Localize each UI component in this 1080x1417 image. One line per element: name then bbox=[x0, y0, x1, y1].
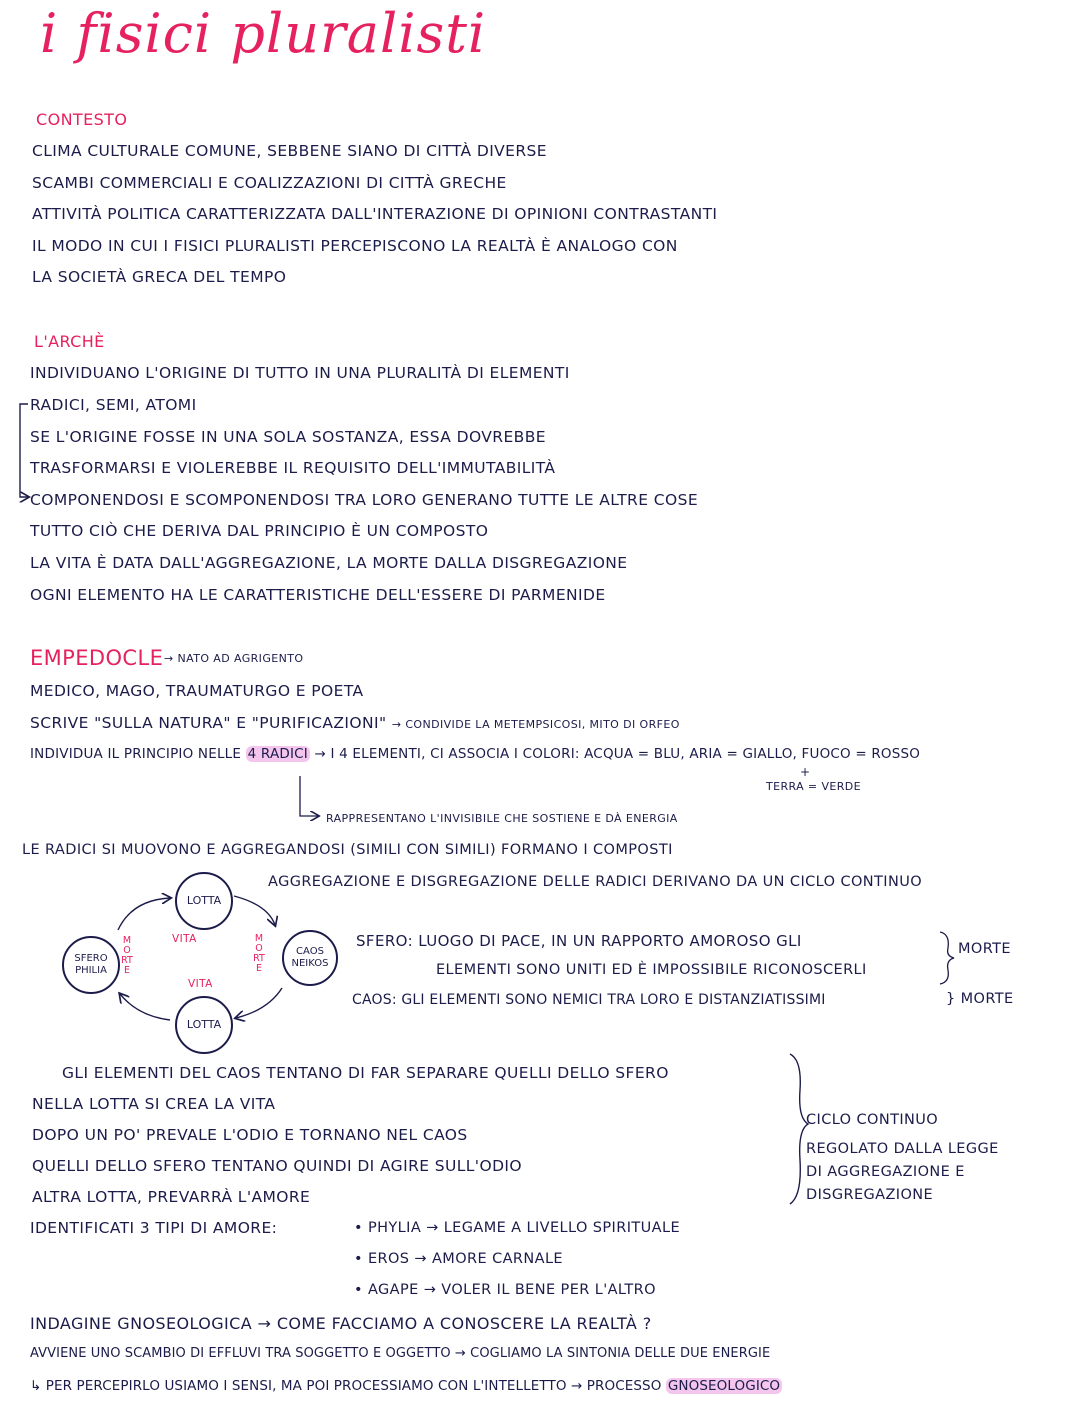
amore-type: • PHYLIA → LEGAME A LIVELLO SPIRITUALE bbox=[354, 1220, 681, 1236]
amore-intro: IDENTIFICATI 3 TIPI DI AMORE: bbox=[30, 1219, 278, 1237]
lotta-line: QUELLI DELLO SFERO TENTANO QUINDI DI AGIRE SULL'ODIO bbox=[32, 1157, 522, 1175]
ciclo-side: REGOLATO DALLA LEGGE bbox=[806, 1141, 999, 1157]
gnoseo-line: INDAGINE GNOSEOLOGICA → COME FACCIAMO A CONOSCERE LA REALTÀ ? bbox=[30, 1314, 652, 1333]
arche-line: TUTTO CIÒ CHE DERIVA DAL PRINCIPIO È UN COMPOSTO bbox=[30, 522, 489, 540]
empedocle-principle: INDIVIDUA IL PRINCIPIO NELLE 4 RADICI → I 4 ELEMENTI, CI ASSOCIA I COLORI: ACQUA = BLU, ARIA = GIALLO, FUOCO = ROSSO bbox=[30, 746, 921, 762]
contesto-line: ATTIVITÀ POLITICA CARATTERIZZATA DALL'INTERAZIONE DI OPINIONI CONTRASTANTI bbox=[32, 205, 718, 223]
contesto-line: LA SOCIETÀ GRECA DEL TEMPO bbox=[32, 268, 287, 286]
ciclo-bracket bbox=[790, 1054, 808, 1204]
earth-color: TERRA = VERDE bbox=[766, 780, 861, 793]
vita-top-label: VITA bbox=[172, 933, 197, 945]
diagram-arrow bbox=[236, 988, 282, 1018]
diagram-arrow bbox=[118, 898, 170, 930]
sfero-line: ELEMENTI SONO UNITI ED È IMPOSSIBILE RICONOSCERLI bbox=[436, 962, 867, 978]
diagram-arrow bbox=[120, 994, 170, 1020]
roots-move-line: LE RADICI SI MUOVONO E AGGREGANDOSI (SIMILI CON SIMILI) FORMANO I COMPOSTI bbox=[22, 842, 673, 858]
diagram-arrow bbox=[234, 896, 275, 925]
lotta-line: DOPO UN PO' PREVALE L'ODIO E TORNANO NEL CAOS bbox=[32, 1126, 468, 1144]
gnoseo-line: AVVIENE UNO SCAMBIO DI EFFLUVI TRA SOGGETTO E OGGETTO → COGLIAMO LA SINTONIA DELLE DUE ENERGIE bbox=[30, 1346, 771, 1361]
represent-line: RAPPRESENTANO L'INVISIBILE CHE SOSTIENE E DÀ ENERGIA bbox=[326, 812, 678, 825]
lotta-line: NELLA LOTTA SI CREA LA VITA bbox=[32, 1095, 276, 1113]
amore-type: • EROS → AMORE CARNALE bbox=[354, 1251, 563, 1267]
arche-line: INDIVIDUANO L'ORIGINE DI TUTTO IN UNA PLURALITÀ DI ELEMENTI bbox=[30, 364, 570, 382]
lotta-line: ALTRA LOTTA, PREVARRÀ L'AMORE bbox=[32, 1188, 311, 1206]
caos-circle: CAOS NEIKOS bbox=[282, 930, 338, 986]
ciclo-side: DI AGGREGAZIONE E bbox=[806, 1164, 965, 1180]
arche-line: TRASFORMARSI E VIOLEREBBE IL REQUISITO DELL'IMMUTABILITÀ bbox=[30, 459, 556, 477]
lotta-line: GLI ELEMENTI DEL CAOS TENTANO DI FAR SEPARARE QUELLI DELLO SFERO bbox=[62, 1064, 669, 1082]
cycle-line: AGGREGAZIONE E DISGREGAZIONE DELLE RADICI DERIVANO DA UN CICLO CONTINUO bbox=[268, 874, 923, 890]
arche-bracket bbox=[20, 404, 28, 497]
empedocle-heading: EMPEDOCLE bbox=[30, 646, 164, 670]
caos-line: CAOS: GLI ELEMENTI SONO NEMICI TRA LORO E DISTANZIATISSIMI bbox=[352, 992, 826, 1008]
morte-bracket bbox=[940, 932, 954, 984]
contesto-heading: CONTESTO bbox=[36, 110, 128, 129]
plus-sign: + bbox=[800, 765, 811, 779]
arche-line: LA VITA È DATA DALL'AGGREGAZIONE, LA MORTE DALLA DISGREGAZIONE bbox=[30, 554, 628, 572]
contesto-line: CLIMA CULTURALE COMUNE, SEBBENE SIANO DI CITTÀ DIVERSE bbox=[32, 142, 547, 160]
represent-arrow bbox=[300, 776, 318, 816]
contesto-line: IL MODO IN CUI I FISICI PLURALISTI PERCEPISCONO LA REALTÀ È ANALOGO CON bbox=[32, 237, 678, 255]
vita-bottom-label: VITA bbox=[188, 978, 213, 990]
ciclo-side: CICLO CONTINUO bbox=[806, 1112, 939, 1128]
lotta-top-circle: LOTTA bbox=[175, 872, 233, 930]
contesto-line: SCAMBI COMMERCIALI E COALIZZAZIONI DI CITTÀ GRECHE bbox=[32, 174, 507, 192]
empedocle-born: → NATO AD AGRIGENTO bbox=[164, 652, 304, 665]
ciclo-side: DISGREGAZIONE bbox=[806, 1187, 934, 1203]
morte-label: MORTE bbox=[958, 941, 1011, 957]
arche-line: SE L'ORIGINE FOSSE IN UNA SOLA SOSTANZA, ESSA DOVREBBE bbox=[30, 428, 546, 446]
lotta-bottom-circle: LOTTA bbox=[175, 996, 233, 1054]
arche-line: COMPONENDOSI E SCOMPONENDOSI TRA LORO GENERANO TUTTE LE ALTRE COSE bbox=[30, 491, 699, 509]
morte-left-label: MORTE bbox=[121, 935, 133, 976]
empedocle-writes: SCRIVE "SULLA NATURA" E "PURIFICAZIONI" → CONDIVIDE LA METEMPSICOSI, MITO DI ORFEO bbox=[30, 714, 680, 732]
arche-line: RADICI, SEMI, ATOMI bbox=[30, 396, 197, 414]
amore-type: • AGAPE → VOLER IL BENE PER L'ALTRO bbox=[354, 1282, 656, 1298]
page-title: i fisici pluralisti bbox=[40, 2, 487, 65]
morte-label: } MORTE bbox=[946, 991, 1014, 1007]
empedocle-roles: MEDICO, MAGO, TRAUMATURGO E POETA bbox=[30, 682, 364, 700]
morte-right-label: MORTE bbox=[253, 933, 265, 974]
gnoseo-line: ↳ PER PERCEPIRLO USIAMO I SENSI, MA POI PROCESSIAMO CON L'INTELLETTO → PROCESSO GNOSEOLOGICO bbox=[30, 1378, 781, 1394]
arche-heading: L'ARCHÈ bbox=[34, 332, 105, 351]
sfero-line: SFERO: LUOGO DI PACE, IN UN RAPPORTO AMOROSO GLI bbox=[356, 932, 802, 950]
sfero-circle: SFERO PHILIA bbox=[62, 936, 120, 994]
arche-line: OGNI ELEMENTO HA LE CARATTERISTICHE DELL'ESSERE DI PARMENIDE bbox=[30, 586, 606, 604]
